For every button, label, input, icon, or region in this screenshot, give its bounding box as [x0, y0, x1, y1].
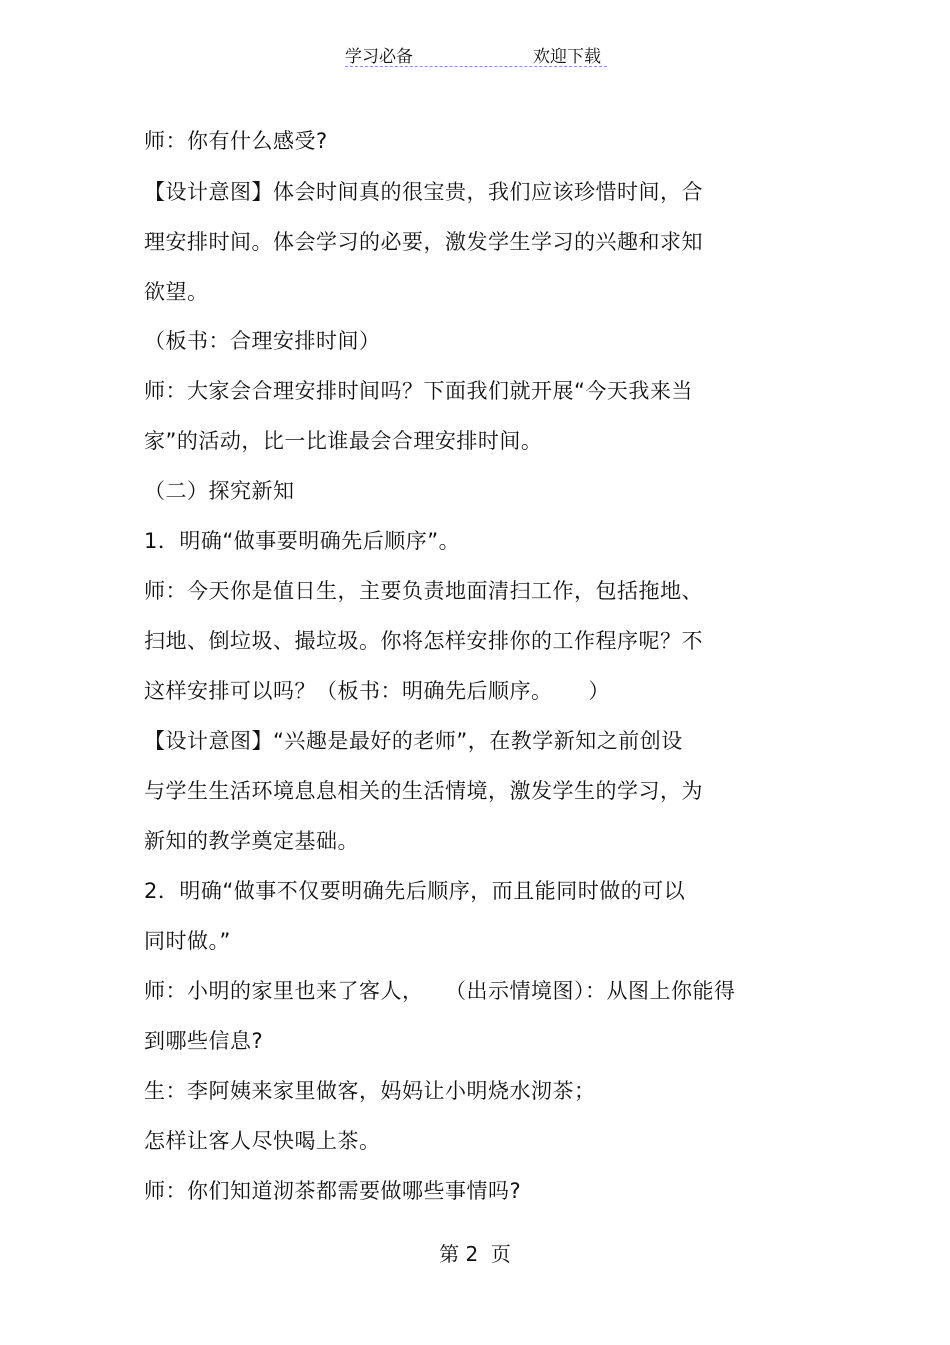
text-line: 师：小明的家里也来了客人， （出示情境图）：从图上你能得 — [144, 979, 736, 1003]
page-number: 第 2 页 — [439, 1242, 511, 1266]
text-line: 家”的活动，比一比谁最会合理安排时间。 — [144, 429, 543, 453]
text-line: 扫地、倒垃圾、撮垃圾。你将怎样安排你的工作程序呢？不 — [144, 629, 703, 653]
text-line: 【设计意图】体会时间真的很宝贵，我们应该珍惜时间，合 — [144, 180, 703, 204]
text-line: 2．明确“做事不仅要明确先后顺序，而且能同时做的可以 — [144, 879, 686, 903]
header-left-text: 学习必备 — [345, 47, 413, 67]
text-line: 师：你有什么感受? — [144, 129, 328, 153]
text-line: 同时做。” — [144, 929, 231, 953]
text-line: （板书：合理安排时间） — [144, 329, 381, 353]
text-line: 到哪些信息? — [144, 1029, 264, 1053]
text-line: 1．明确“做事要明确先后顺序”。 — [144, 529, 461, 553]
text-line: 师：大家会合理安排时间吗？下面我们就开展“今天我来当 — [144, 379, 693, 403]
text-line: 【设计意图】“兴趣是最好的老师”，在教学新知之前创设 — [144, 729, 683, 753]
text-line: 新知的教学奠定基础。 — [144, 829, 359, 853]
text-line: 师：今天你是值日生，主要负责地面清扫工作，包括拖地、 — [144, 579, 703, 603]
text-line: 师：你们知道沏茶都需要做哪些事情吗? — [144, 1179, 522, 1203]
text-line: 生：李阿姨来家里做客，妈妈让小明烧水沏茶； — [144, 1079, 596, 1103]
section-heading: （二）探究新知 — [144, 479, 295, 503]
text-line: 与学生生活环境息息相关的生活情境，激发学生的学习，为 — [144, 779, 703, 803]
text-line: 理安排时间。体会学习的必要，激发学生学习的兴趣和求知 — [144, 230, 703, 254]
header-right-text: 欢迎下载 — [533, 47, 601, 67]
text-line: 怎样让客人尽快喝上茶。 — [144, 1129, 381, 1153]
text-line: 欲望。 — [144, 280, 209, 304]
text-line: 这样安排可以吗？（板书：明确先后顺序。 ） — [144, 679, 610, 703]
page-header — [345, 40, 607, 67]
